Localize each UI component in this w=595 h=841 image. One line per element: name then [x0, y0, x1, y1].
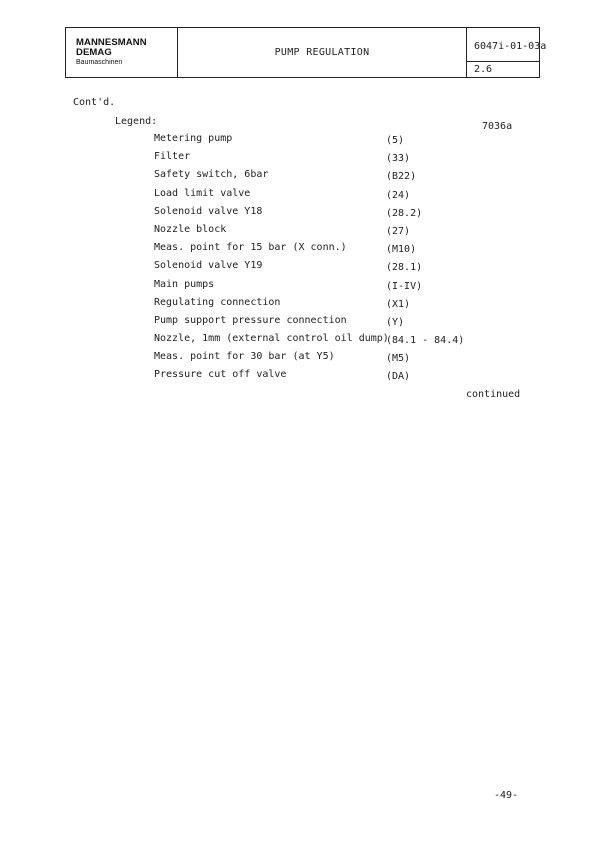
legend-item [154, 151, 514, 169]
company-logo [66, 28, 178, 77]
legend-item-name: Solenoid valve Y19 [154, 260, 263, 272]
legend-item [154, 169, 514, 187]
legend-item [154, 279, 514, 297]
document-title [178, 28, 467, 77]
logo-line-mannesmann: MANNESMANN [76, 37, 147, 48]
document-code: 6047i-01-03a [474, 41, 547, 52]
legend-item [154, 351, 514, 369]
legend-item-name: Meas. point for 30 bar (at Y5) [154, 351, 335, 363]
page-header [65, 27, 547, 78]
legend-item-ref: (28.1) [386, 262, 423, 274]
legend-item [154, 297, 514, 315]
legend-item [154, 260, 514, 278]
code-divider [467, 61, 539, 62]
legend-item-ref: (84.1 - 84.4) [386, 335, 465, 347]
legend-item [154, 206, 514, 224]
logo-line-demag: DEMAG [76, 47, 112, 58]
legend-item-ref: (M5) [386, 353, 411, 365]
legend-item [154, 333, 514, 351]
legend-item-name: Nozzle block [154, 223, 227, 235]
legend-item-name: Metering pump [154, 133, 233, 144]
legend-item-name: Nozzle, 1mm (external control oil dump) [154, 333, 389, 345]
legend-item-name: Main pumps [154, 278, 215, 290]
figure-reference: 7036a [482, 121, 513, 132]
continued-marker: Cont'd. [73, 97, 116, 108]
legend-item-ref: (DA) [386, 371, 411, 383]
legend-item-name: Safety switch, 6bar [154, 169, 269, 181]
legend-item-ref: (X1) [386, 298, 411, 310]
legend-heading: Legend: [115, 116, 158, 127]
legend-item [154, 242, 514, 260]
legend-item [154, 133, 514, 151]
legend-item-ref: (I-IV) [386, 280, 423, 292]
legend-item-ref: (33) [386, 153, 411, 165]
legend-item-name: Filter [154, 151, 191, 163]
legend-item-name: Meas. point for 15 bar (X conn.) [154, 242, 347, 254]
legend-item-name: Load limit valve [154, 187, 251, 199]
legend-item-ref: (B22) [386, 171, 417, 183]
section-number: 2.6 [474, 64, 493, 75]
legend-item-name: Regulating connection [154, 296, 281, 308]
page-number: -49- [494, 790, 519, 801]
legend-item-ref: (Y) [386, 316, 405, 328]
legend-item-ref: (5) [386, 135, 405, 146]
document-title-text: PUMP REGULATION [274, 47, 370, 58]
legend-item-ref: (24) [386, 189, 411, 201]
legend-item [154, 188, 514, 206]
document-code-cell [467, 28, 547, 77]
legend-item-name: Pressure cut off valve [154, 369, 287, 381]
legend-item-name: Solenoid valve Y18 [154, 205, 263, 217]
legend-item-ref: (27) [386, 225, 411, 237]
legend-item [154, 224, 514, 242]
legend-list [154, 133, 514, 388]
legend-item [154, 315, 514, 333]
legend-item-ref: (M10) [386, 244, 417, 256]
legend-item-ref: (28.2) [386, 207, 423, 219]
legend-item [154, 369, 514, 387]
continued-note: continued [466, 389, 521, 400]
logo-line-baumaschinen: Baumaschinen [76, 59, 123, 66]
legend-item-name: Pump support pressure connection [154, 314, 347, 326]
